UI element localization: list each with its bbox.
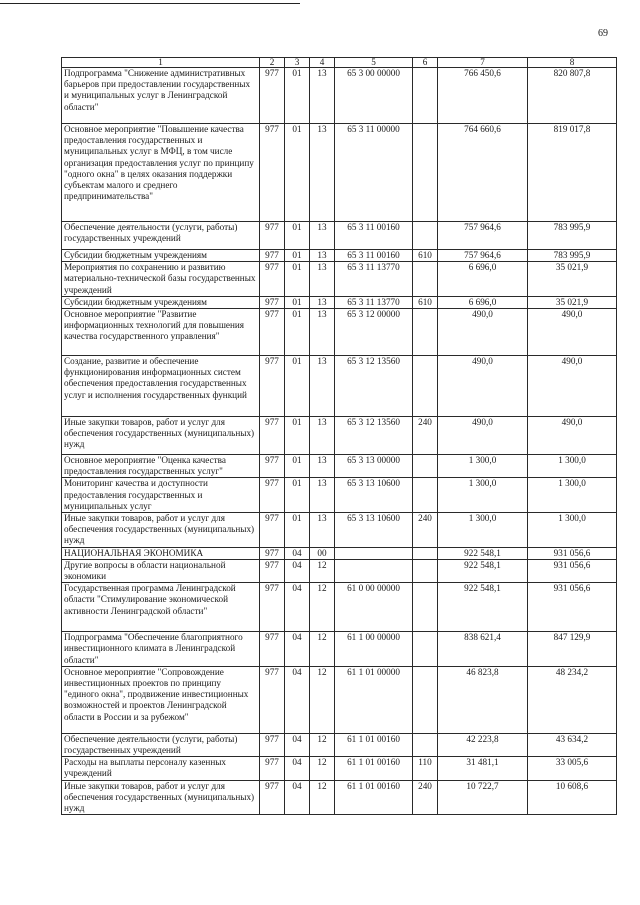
column-header: 3 (285, 58, 310, 68)
row-name: Субсидии бюджетным учреждениям (62, 250, 260, 262)
row-name: Государственная программа Ленинградской области "Стимулирование экономической активности Ленинградской области" (62, 583, 260, 632)
row-amount-1: 6 696,0 (438, 296, 528, 308)
row-code-pr: 13 (310, 68, 335, 124)
row-code-gr: 977 (260, 478, 285, 513)
table-row (62, 780, 617, 815)
table-row (62, 309, 617, 356)
row-amount-1: 1 300,0 (438, 478, 528, 513)
row-amount-2: 490,0 (528, 309, 617, 356)
row-amount-1: 31 481,1 (438, 757, 528, 780)
row-code-gr: 977 (260, 513, 285, 548)
row-code-csr: 65 3 12 13560 (335, 356, 413, 417)
row-code-vr (413, 547, 438, 559)
column-header: 6 (413, 58, 438, 68)
row-code-csr: 65 3 00 00000 (335, 68, 413, 124)
row-amount-2: 931 056,6 (528, 547, 617, 559)
row-code-csr: 65 3 11 13770 (335, 262, 413, 297)
row-amount-1: 42 223,8 (438, 733, 528, 756)
row-code-vr (413, 309, 438, 356)
table-row (62, 583, 617, 632)
row-amount-1: 838 621,4 (438, 632, 528, 667)
table-row (62, 417, 617, 455)
row-code-rz: 04 (285, 733, 310, 756)
row-code-csr (335, 547, 413, 559)
row-code-gr: 977 (260, 222, 285, 250)
row-code-csr: 61 0 00 00000 (335, 583, 413, 632)
row-code-pr: 12 (310, 559, 335, 582)
row-code-gr: 977 (260, 780, 285, 815)
row-code-gr: 977 (260, 296, 285, 308)
row-amount-1: 6 696,0 (438, 262, 528, 297)
row-name: Обеспечение деятельности (услуги, работы) государственных учреждений (62, 222, 260, 250)
column-number-row (62, 58, 617, 68)
row-code-vr: 610 (413, 296, 438, 308)
row-name: Основное мероприятие "Развитие информационных технологий для повышения качества государственного управления" (62, 309, 260, 356)
table-row (62, 222, 617, 250)
row-code-gr: 977 (260, 262, 285, 297)
row-amount-2: 43 634,2 (528, 733, 617, 756)
row-code-vr (413, 559, 438, 582)
column-header: 1 (62, 58, 260, 68)
row-code-rz: 01 (285, 68, 310, 124)
table-row (62, 733, 617, 756)
row-amount-1: 1 300,0 (438, 455, 528, 478)
row-code-pr: 13 (310, 356, 335, 417)
row-code-vr (413, 632, 438, 667)
row-code-rz: 01 (285, 296, 310, 308)
row-code-vr: 240 (413, 780, 438, 815)
row-code-csr: 65 3 11 00160 (335, 250, 413, 262)
row-amount-1: 922 548,1 (438, 559, 528, 582)
row-code-pr: 13 (310, 124, 335, 222)
row-code-rz: 01 (285, 478, 310, 513)
table-row (62, 296, 617, 308)
row-code-vr: 240 (413, 513, 438, 548)
row-amount-1: 490,0 (438, 417, 528, 455)
row-code-pr: 13 (310, 478, 335, 513)
row-code-pr: 13 (310, 250, 335, 262)
row-amount-2: 1 300,0 (528, 478, 617, 513)
table-row (62, 757, 617, 780)
row-code-vr (413, 478, 438, 513)
row-code-vr (413, 262, 438, 297)
row-amount-2: 847 129,9 (528, 632, 617, 667)
row-name: Подпрограмма "Обеспечение благоприятного инвестиционного климата в Ленинградской области" (62, 632, 260, 667)
row-code-gr: 977 (260, 733, 285, 756)
row-code-csr: 61 1 01 00160 (335, 733, 413, 756)
column-header: 8 (528, 58, 617, 68)
row-amount-2: 819 017,8 (528, 124, 617, 222)
row-code-csr: 65 3 13 00000 (335, 455, 413, 478)
row-code-gr: 977 (260, 632, 285, 667)
row-code-vr (413, 583, 438, 632)
top-rule (0, 3, 300, 4)
row-code-vr: 240 (413, 417, 438, 455)
row-code-pr: 13 (310, 513, 335, 548)
row-code-vr (413, 733, 438, 756)
row-name: Расходы на выплаты персоналу казенных учреждений (62, 757, 260, 780)
row-amount-1: 757 964,6 (438, 222, 528, 250)
row-amount-2: 783 995,9 (528, 222, 617, 250)
row-name: НАЦИОНАЛЬНАЯ ЭКОНОМИКА (62, 547, 260, 559)
table-row (62, 632, 617, 667)
row-code-gr: 977 (260, 356, 285, 417)
row-code-pr: 12 (310, 666, 335, 733)
row-code-rz: 01 (285, 250, 310, 262)
row-code-vr (413, 124, 438, 222)
row-code-pr: 12 (310, 632, 335, 667)
row-code-csr: 65 3 12 00000 (335, 309, 413, 356)
row-amount-1: 764 660,6 (438, 124, 528, 222)
row-amount-1: 922 548,1 (438, 547, 528, 559)
row-amount-2: 1 300,0 (528, 455, 617, 478)
row-amount-2: 490,0 (528, 356, 617, 417)
row-code-rz: 04 (285, 757, 310, 780)
row-name: Иные закупки товаров, работ и услуг для обеспечения государственных (муниципальных) нужд (62, 780, 260, 815)
row-code-gr: 977 (260, 583, 285, 632)
row-code-csr: 65 3 13 10600 (335, 478, 413, 513)
row-code-csr: 61 1 01 00000 (335, 666, 413, 733)
row-code-rz: 04 (285, 559, 310, 582)
table-row (62, 478, 617, 513)
row-code-rz: 01 (285, 222, 310, 250)
row-name: Мониторинг качества и доступности предоставления государственных и муниципальных услуг (62, 478, 260, 513)
column-header: 5 (335, 58, 413, 68)
row-amount-2: 820 807,8 (528, 68, 617, 124)
row-code-csr: 61 1 01 00160 (335, 780, 413, 815)
row-code-csr: 65 3 12 13560 (335, 417, 413, 455)
row-code-rz: 01 (285, 124, 310, 222)
row-code-gr: 977 (260, 547, 285, 559)
row-code-csr: 65 3 11 13770 (335, 296, 413, 308)
row-code-gr: 977 (260, 124, 285, 222)
page-number: 69 (598, 28, 608, 39)
row-code-vr (413, 222, 438, 250)
table-row (62, 262, 617, 297)
row-code-csr: 61 1 01 00160 (335, 757, 413, 780)
column-header: 2 (260, 58, 285, 68)
row-code-rz: 01 (285, 262, 310, 297)
row-code-pr: 13 (310, 417, 335, 455)
row-code-pr: 12 (310, 733, 335, 756)
row-code-pr: 12 (310, 583, 335, 632)
row-name: Обеспечение деятельности (услуги, работы) государственных учреждений (62, 733, 260, 756)
table-row (62, 666, 617, 733)
row-code-rz: 01 (285, 309, 310, 356)
row-code-gr: 977 (260, 455, 285, 478)
row-code-gr: 977 (260, 68, 285, 124)
row-code-vr (413, 68, 438, 124)
row-name: Мероприятия по сохранению и развитию материально-технической базы государственных учреждений (62, 262, 260, 297)
row-amount-1: 922 548,1 (438, 583, 528, 632)
row-amount-2: 931 056,6 (528, 559, 617, 582)
row-code-rz: 01 (285, 356, 310, 417)
row-code-rz: 01 (285, 455, 310, 478)
row-code-pr: 13 (310, 309, 335, 356)
row-amount-2: 783 995,9 (528, 250, 617, 262)
row-amount-1: 490,0 (438, 309, 528, 356)
row-code-rz: 04 (285, 780, 310, 815)
column-header: 4 (310, 58, 335, 68)
row-amount-2: 10 608,6 (528, 780, 617, 815)
table-row (62, 68, 617, 124)
table-row (62, 547, 617, 559)
row-code-rz: 01 (285, 417, 310, 455)
row-name: Другие вопросы в области национальной экономики (62, 559, 260, 582)
row-amount-1: 1 300,0 (438, 513, 528, 548)
table-row (62, 124, 617, 222)
row-amount-2: 48 234,2 (528, 666, 617, 733)
row-amount-2: 931 056,6 (528, 583, 617, 632)
row-code-rz: 04 (285, 583, 310, 632)
budget-table (61, 57, 617, 815)
row-name: Иные закупки товаров, работ и услуг для обеспечения государственных (муниципальных) нужд (62, 513, 260, 548)
row-code-vr (413, 666, 438, 733)
row-code-pr: 12 (310, 780, 335, 815)
table-row (62, 356, 617, 417)
row-code-rz: 04 (285, 547, 310, 559)
row-amount-2: 35 021,9 (528, 262, 617, 297)
row-amount-1: 490,0 (438, 356, 528, 417)
row-code-rz: 04 (285, 666, 310, 733)
row-code-gr: 977 (260, 250, 285, 262)
row-code-pr: 00 (310, 547, 335, 559)
row-amount-2: 33 005,6 (528, 757, 617, 780)
row-code-pr: 13 (310, 262, 335, 297)
row-code-vr (413, 455, 438, 478)
row-code-vr: 110 (413, 757, 438, 780)
row-name: Подпрограмма "Снижение административных барьеров при предоставлении государственных и муниципальных услуг в Ленинградской области" (62, 68, 260, 124)
table-row (62, 513, 617, 548)
table-row (62, 455, 617, 478)
table-row (62, 250, 617, 262)
column-header: 7 (438, 58, 528, 68)
row-amount-1: 757 964,6 (438, 250, 528, 262)
row-code-csr: 65 3 11 00160 (335, 222, 413, 250)
row-code-vr (413, 356, 438, 417)
row-amount-2: 35 021,9 (528, 296, 617, 308)
row-code-pr: 13 (310, 222, 335, 250)
row-name: Иные закупки товаров, работ и услуг для обеспечения государственных (муниципальных) нужд (62, 417, 260, 455)
row-name: Основное мероприятие "Повышение качества предоставления государственных и муниципальных услуг в МФЦ, в том числе организация предоставления услуг по принципу "одного окна" в целях оказания поддержки субъектам малого и среднего предпринимательства" (62, 124, 260, 222)
row-name: Создание, развитие и обеспечение функционирования информационных систем обеспечения предоставления государственных услуг и исполнения государственных функций (62, 356, 260, 417)
row-code-csr (335, 559, 413, 582)
row-name: Основное мероприятие "Оценка качества предоставления государственных услуг" (62, 455, 260, 478)
row-code-gr: 977 (260, 309, 285, 356)
row-code-gr: 977 (260, 666, 285, 733)
row-code-rz: 04 (285, 632, 310, 667)
table-row (62, 559, 617, 582)
row-code-gr: 977 (260, 757, 285, 780)
row-code-vr: 610 (413, 250, 438, 262)
table-body (62, 68, 617, 815)
row-name: Субсидии бюджетным учреждениям (62, 296, 260, 308)
row-code-csr: 65 3 11 00000 (335, 124, 413, 222)
row-code-pr: 13 (310, 455, 335, 478)
row-code-csr: 61 1 00 00000 (335, 632, 413, 667)
row-name: Основное мероприятие "Сопровождение инвестиционных проектов по принципу "единого окна", продвижение инвестиционных возможностей и проектов Ленинградской области в России и за рубежом" (62, 666, 260, 733)
row-code-pr: 13 (310, 296, 335, 308)
row-code-csr: 65 3 13 10600 (335, 513, 413, 548)
row-amount-2: 490,0 (528, 417, 617, 455)
row-code-gr: 977 (260, 417, 285, 455)
row-code-rz: 01 (285, 513, 310, 548)
row-amount-2: 1 300,0 (528, 513, 617, 548)
row-amount-1: 46 823,8 (438, 666, 528, 733)
row-code-pr: 12 (310, 757, 335, 780)
row-amount-1: 10 722,7 (438, 780, 528, 815)
row-amount-1: 766 450,6 (438, 68, 528, 124)
row-code-gr: 977 (260, 559, 285, 582)
